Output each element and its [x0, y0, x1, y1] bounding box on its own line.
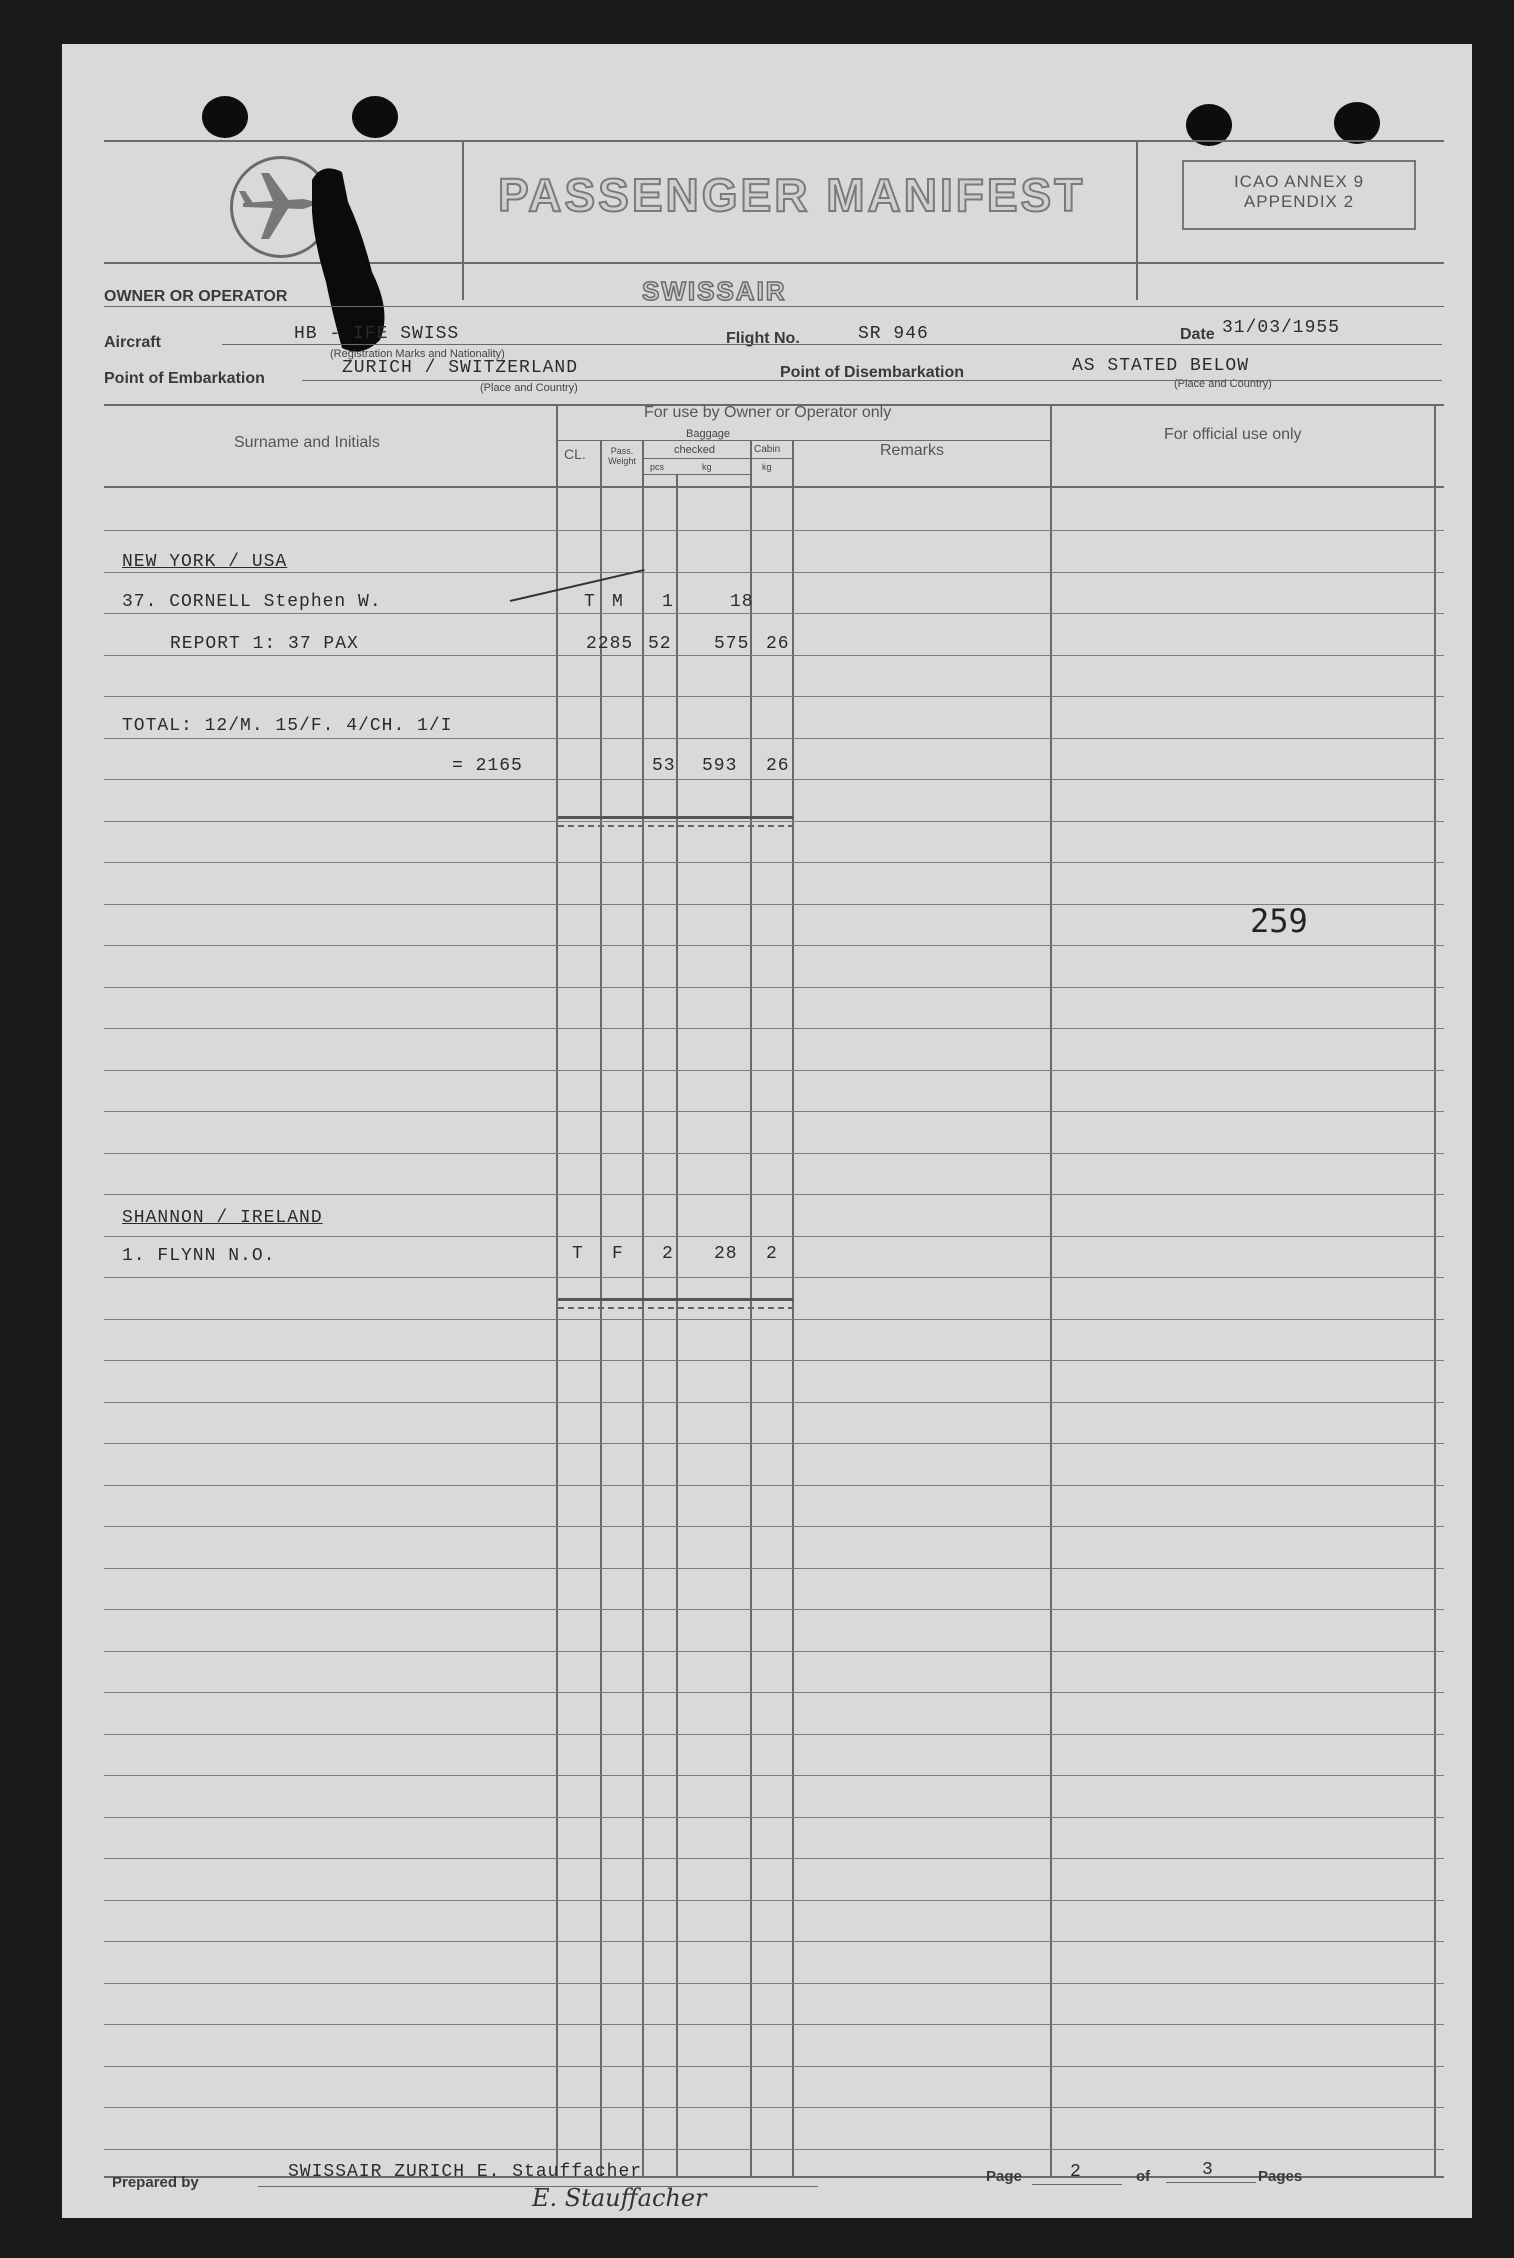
total-line: TOTAL: 12/M. 15/F. 4/CH. 1/I: [122, 716, 453, 736]
cabin-kg: 2: [766, 1244, 778, 1264]
disembarkation-label: Point of Disembarkation: [780, 364, 965, 381]
page-total: 3: [1202, 2160, 1214, 2180]
table-row-rule: [104, 530, 1444, 531]
table-row-rule: [104, 779, 1444, 780]
destination-heading: SHANNON / IRELAND: [122, 1208, 323, 1228]
table-row-rule: [104, 1858, 1444, 1859]
table-row-rule: [104, 1526, 1444, 1527]
table-row-rule: [104, 2024, 1444, 2025]
col-owner-use: For use by Owner or Operator only: [644, 404, 892, 421]
pen-stroke: [510, 569, 645, 602]
page-title: PASSENGER MANIFEST: [498, 169, 1086, 221]
table-row-rule: [104, 1775, 1444, 1776]
aircraft-caption: (Registration Marks and Nationality): [330, 348, 505, 360]
pages-label: Pages: [1258, 2168, 1303, 2185]
signature: E. Stauffacher: [532, 2184, 707, 2212]
prepared-value: SWISSAIR ZURICH E. Stauffacher: [288, 2162, 643, 2182]
aircraft-value: HB - IFE SWISS: [294, 324, 460, 344]
total-cabin: 26: [766, 756, 790, 776]
page-label: Page: [986, 2168, 1022, 2185]
table-row-rule: [104, 1485, 1444, 1486]
table-row-rule: [104, 1277, 1444, 1278]
punch-hole: [202, 96, 248, 138]
total-pcs: 53: [652, 756, 676, 776]
table-row-rule: [104, 696, 1444, 697]
table-row-rule: [104, 1070, 1444, 1071]
aircraft-label: Aircraft: [104, 334, 161, 351]
table-row-rule: [104, 1236, 1444, 1237]
icao-annex: ICAO ANNEX 9: [1233, 172, 1365, 191]
date-value: 31/03/1955: [1222, 318, 1341, 338]
embarkation-label: Point of Embarkation: [104, 370, 265, 387]
table-row-rule: [104, 1692, 1444, 1693]
col-cl: CL.: [564, 446, 586, 462]
table-row-rule: [104, 1983, 1444, 1984]
col-remarks: Remarks: [880, 442, 945, 459]
table-row-rule: [104, 2107, 1444, 2108]
table-row-rule: [104, 738, 1444, 739]
table-row-rule: [104, 1111, 1444, 1112]
table-row-rule: [104, 1568, 1444, 1569]
report-line: REPORT 1: 37 PAX: [170, 634, 359, 654]
report-weight: 2285: [586, 634, 634, 654]
table-row-rule: [104, 1319, 1444, 1320]
table-row-rule: [104, 1028, 1444, 1029]
icao-appendix: APPENDIX 2: [1243, 192, 1355, 211]
passenger-weight: M: [612, 592, 624, 612]
col-surname: Surname and Initials: [234, 434, 380, 451]
owner-value: SWISSAIR: [642, 276, 787, 306]
passenger-name: 37. CORNELL Stephen W.: [122, 592, 382, 612]
table-row-rule: [104, 862, 1444, 863]
punch-hole: [352, 96, 398, 138]
disembarkation-value: AS STATED BELOW: [1072, 356, 1250, 376]
table-row-rule: [104, 987, 1444, 988]
table-row-rule: [104, 904, 1444, 905]
col-baggage: Baggage: [686, 428, 731, 440]
baggage-pcs: 1: [662, 592, 674, 612]
col-kg: kg: [702, 462, 712, 472]
col-cabin: Cabin: [754, 444, 781, 455]
page-number: 2: [1070, 2162, 1082, 2182]
table-row-rule: [104, 1443, 1444, 1444]
table-row-rule: [104, 1651, 1444, 1652]
embarkation-value: ZURICH / SWITZERLAND: [342, 358, 579, 378]
prepared-label: Prepared by: [112, 2174, 199, 2191]
icao-box: [1182, 160, 1416, 230]
disembarkation-caption: (Place and Country): [1174, 378, 1272, 390]
table-row-rule: [104, 613, 1444, 614]
flight-value: SR 946: [858, 324, 929, 344]
table-row-rule: [104, 1941, 1444, 1942]
date-label: Date: [1180, 326, 1215, 343]
passenger-class: T: [584, 592, 596, 612]
table-row-rule: [104, 572, 1444, 573]
embarkation-caption: (Place and Country): [480, 382, 578, 394]
flight-label: Flight No.: [726, 330, 800, 347]
col-checked: checked: [674, 444, 715, 456]
total-kg: 593: [702, 756, 738, 776]
table-row-rule: [104, 1402, 1444, 1403]
baggage-kg: 18: [730, 592, 754, 612]
passenger-class: T: [572, 1244, 584, 1264]
manifest-sheet: [62, 44, 1472, 2218]
baggage-kg: 28: [714, 1244, 738, 1264]
total-weight: = 2165: [452, 756, 523, 776]
table-row-rule: [104, 1153, 1444, 1154]
report-cabin: 26: [766, 634, 790, 654]
owner-label: OWNER OR OPERATOR: [104, 288, 288, 305]
col-pcs: pcs: [650, 462, 665, 472]
table-row-rule: [104, 945, 1444, 946]
passenger-weight: F: [612, 1244, 624, 1264]
double-rule: [558, 1298, 794, 1309]
table-row-rule: [104, 2066, 1444, 2067]
table-row-rule: [104, 1360, 1444, 1361]
punch-hole: [1334, 102, 1380, 144]
col-official: For official use only: [1164, 426, 1302, 443]
table-row-rule: [104, 1734, 1444, 1735]
double-rule: [558, 816, 794, 827]
col-pass-weight: Pass. Weight: [608, 446, 636, 466]
table-row-rule: [104, 1194, 1444, 1195]
table-row-rule: [104, 655, 1444, 656]
destination-heading: NEW YORK / USA: [122, 552, 288, 572]
of-label: of: [1136, 2168, 1151, 2185]
col-cabin-kg: kg: [762, 462, 772, 472]
table-row-rule: [104, 1900, 1444, 1901]
official-number: 259: [1250, 902, 1308, 940]
report-kg: 575: [714, 634, 750, 654]
table-row-rule: [104, 1609, 1444, 1610]
passenger-name: 1. FLYNN N.O.: [122, 1246, 276, 1266]
report-pcs: 52: [648, 634, 672, 654]
baggage-pcs: 2: [662, 1244, 674, 1264]
table-row-rule: [104, 1817, 1444, 1818]
table-row-rule: [104, 2149, 1444, 2150]
